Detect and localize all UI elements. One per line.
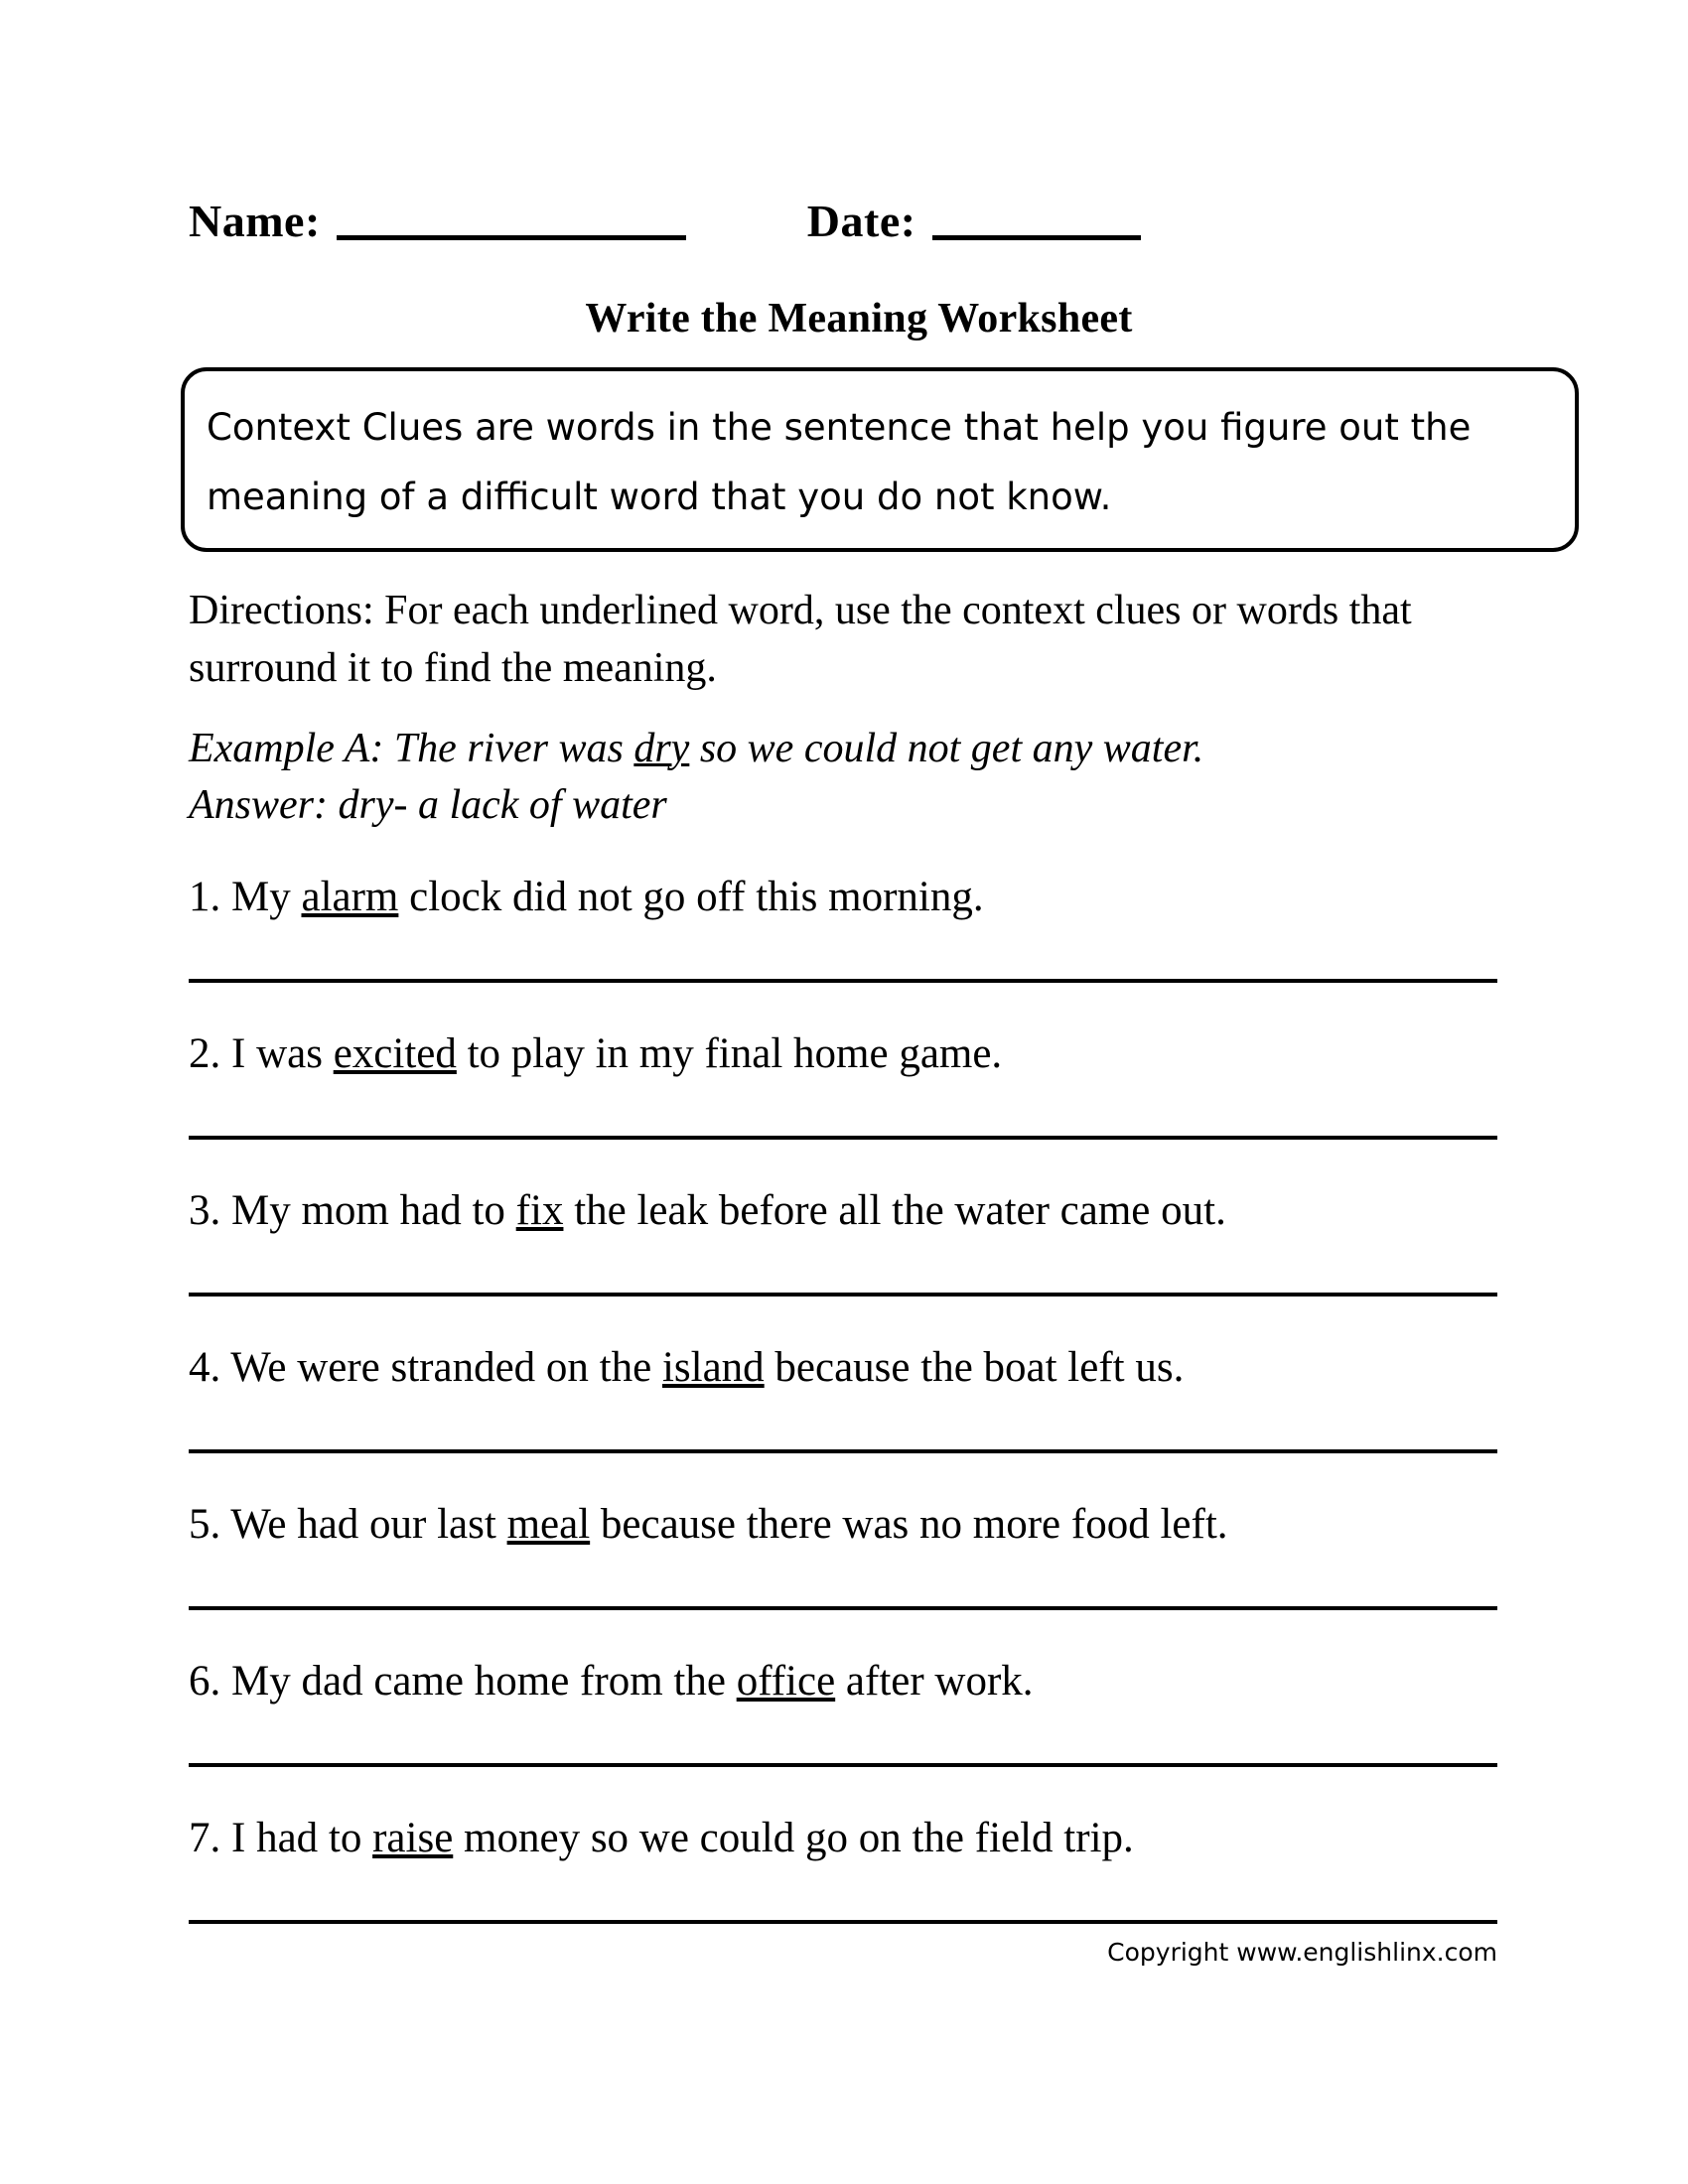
question-item <box>189 1656 1497 1813</box>
question-suffix: because there was no more food left. <box>590 1501 1228 1548</box>
question-prefix: We had our last <box>220 1501 507 1548</box>
question-underlined-word: excited <box>333 1030 457 1077</box>
question-suffix: the leak before all the water came out. <box>563 1187 1226 1234</box>
answer-line[interactable] <box>189 1136 1497 1140</box>
question-underlined-word: office <box>736 1658 836 1705</box>
question-text <box>189 1028 1497 1080</box>
question-number: 4. <box>189 1344 221 1391</box>
date-label: Date: <box>806 196 916 246</box>
copyright-notice: Copyright www.englishlinx.com <box>1107 1938 1497 1967</box>
question-number: 1. <box>189 874 221 920</box>
question-suffix: after work. <box>835 1658 1034 1705</box>
question-text <box>189 1656 1497 1707</box>
name-date-header <box>189 185 1499 244</box>
page-title: Write the Meaning Worksheet <box>585 296 1133 341</box>
question-suffix: because the boat left us. <box>764 1344 1185 1391</box>
context-clues-callout <box>181 367 1579 552</box>
question-list <box>189 872 1497 1970</box>
question-prefix: I had to <box>220 1815 373 1861</box>
example-answer: Answer: dry- a lack of water <box>189 782 667 828</box>
question-item <box>189 1028 1497 1185</box>
example-prompt-suffix: so we could not get any water. <box>689 726 1204 771</box>
question-prefix: I was <box>220 1030 334 1077</box>
question-underlined-word: fix <box>515 1187 564 1234</box>
question-item <box>189 1342 1497 1499</box>
question-prefix: My mom had to <box>220 1187 516 1234</box>
date-input-line[interactable] <box>932 235 1141 240</box>
question-item <box>189 1185 1497 1342</box>
question-number: 7. <box>189 1815 221 1861</box>
question-suffix: clock did not go off this morning. <box>398 874 984 920</box>
question-text <box>189 1185 1497 1237</box>
example-block <box>189 721 1479 834</box>
question-underlined-word: island <box>661 1344 765 1391</box>
question-underlined-word: meal <box>506 1501 591 1548</box>
answer-line[interactable] <box>189 1920 1497 1924</box>
example-prompt <box>189 721 1479 777</box>
question-prefix: We were stranded on the <box>220 1344 662 1391</box>
name-field-group <box>189 196 686 246</box>
answer-line[interactable] <box>189 979 1497 983</box>
example-underlined-word: dry <box>633 726 690 771</box>
question-prefix: My <box>220 874 302 920</box>
name-input-line[interactable] <box>337 235 686 240</box>
name-label: Name: <box>189 196 321 246</box>
question-item <box>189 872 1497 1028</box>
question-underlined-word: alarm <box>301 874 399 920</box>
answer-line[interactable] <box>189 1606 1497 1610</box>
example-prompt-prefix: Example A: The river was <box>189 726 634 771</box>
question-number: 3. <box>189 1187 221 1234</box>
callout-text: Context Clues are words in the sentence that help you figure out the meaning of a difficult word that you do not know. <box>207 406 1472 518</box>
question-item <box>189 1499 1497 1656</box>
question-number: 5. <box>189 1501 221 1548</box>
answer-line[interactable] <box>189 1449 1497 1453</box>
date-field-group <box>806 196 1141 246</box>
directions-text: Directions: For each underlined word, use the context clues or words that surround it to find the meaning. <box>189 588 1412 691</box>
question-text <box>189 872 1497 923</box>
question-text <box>189 1499 1497 1551</box>
answer-line[interactable] <box>189 1763 1497 1767</box>
question-prefix: My dad came home from the <box>220 1658 737 1705</box>
answer-line[interactable] <box>189 1293 1497 1297</box>
question-suffix: money so we could go on the field trip. <box>453 1815 1134 1861</box>
question-number: 2. <box>189 1030 221 1077</box>
question-suffix: to play in my final home game. <box>456 1030 1003 1077</box>
question-number: 6. <box>189 1658 221 1705</box>
question-underlined-word: raise <box>372 1815 454 1861</box>
question-text <box>189 1813 1497 1864</box>
question-text <box>189 1342 1497 1394</box>
